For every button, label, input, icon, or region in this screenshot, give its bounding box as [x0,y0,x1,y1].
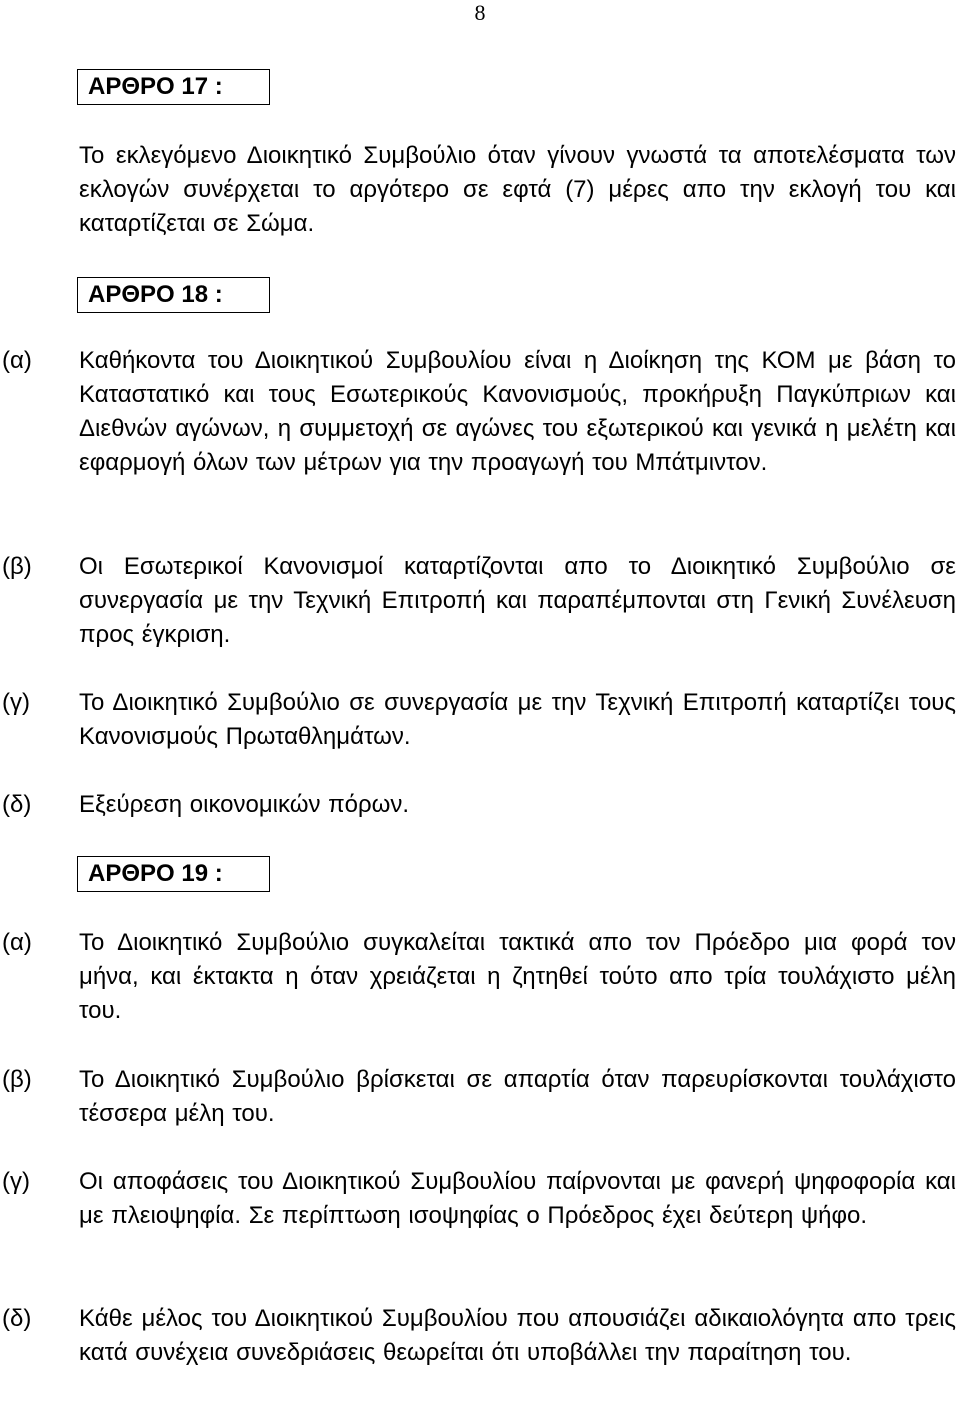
article-18-item-a-marker: (α) [2,347,32,374]
article-17-text: Το εκλεγόμενο Διοικητικό Συμβούλιο όταν γίνουν γνωστά τα αποτελέσματα των εκλογών συνέρχεται το αργότερο σε εφτά (7) μέρες απο την εκλογή του και καταρτίζεται σε Σώμα. [79,142,956,237]
article-18-item-c-marker: (γ) [2,689,30,716]
article-19-item-c-marker: (γ) [2,1168,30,1195]
article-19-item-b-marker: (β) [2,1066,32,1093]
article-19-item-b-text: Το Διοικητικό Συμβούλιο βρίσκεται σε απαρτία όταν παρευρίσκονται τουλάχιστο τέσσερα μέλη του. [79,1066,956,1127]
article-19-item-a-text: Το Διοικητικό Συμβούλιο συγκαλείται τακτικά απο τον Πρόεδρο μια φορά τον μήνα, και έκτακτα η όταν χρειάζεται η ζητηθεί τούτο απο τρία τουλάχιστο μέλη του. [79,929,956,1024]
page-number: 8 [474,0,486,25]
article-18-item-d-text: Εξεύρεση οικονομικών πόρων. [79,791,410,818]
article-18-item-b-marker: (β) [2,553,32,580]
article-19-item-d-marker: (δ) [2,1305,32,1332]
article-19-item-a-marker: (α) [2,929,32,956]
article-19-heading: ΑΡΘΡΟ 19 : [77,856,270,892]
article-18-item-b-text: Οι Εσωτερικοί Κανονισμοί καταρτίζονται απο το Διοικητικό Συμβούλιο σε συνεργασία με την Τεχνική Επιτροπή και παραπέμπονται στη Γενική Συνέλευση προς έγκριση. [79,553,956,648]
article-18-item-c-text: Το Διοικητικό Συμβούλιο σε συνεργασία με την Τεχνική Επιτροπή καταρτίζει τους Κανονισμούς Πρωταθλημάτων. [79,689,956,750]
article-18-item-d-marker: (δ) [2,791,32,818]
article-17-heading: ΑΡΘΡΟ 17 : [77,69,270,105]
article-18-heading: ΑΡΘΡΟ 18 : [77,277,270,313]
article-19-item-d-text: Κάθε μέλος του Διοικητικού Συμβουλίου που απουσιάζει αδικαιολόγητα απο τρεις κατά συνέχεια συνεδριάσεις θεωρείται ότι υποβάλλει την παραίτηση του. [79,1305,956,1366]
article-18-item-a-text: Καθήκοντα του Διοικητικού Συμβουλίου είναι η Διοίκηση της ΚΟΜ με βάση το Καταστατικό και τους Εσωτερικούς Κανονισμούς, προκήρυξη Παγκύπριων και Διεθνών αγώνων, η συμμετοχή σε αγώνες του εξωτερικού και γενικά η μελέτη και εφαρμογή όλων των μέτρων για την προαγωγή του Μπάτμιντον. [79,347,956,476]
article-19-item-c-text: Οι αποφάσεις του Διοικητικού Συμβουλίου παίρνονται με φανερή ψηφοφορία και με πλειοψηφία. Σε περίπτωση ισοψηφίας ο Πρόεδρος έχει δεύτερη ψήφο. [79,1168,956,1229]
